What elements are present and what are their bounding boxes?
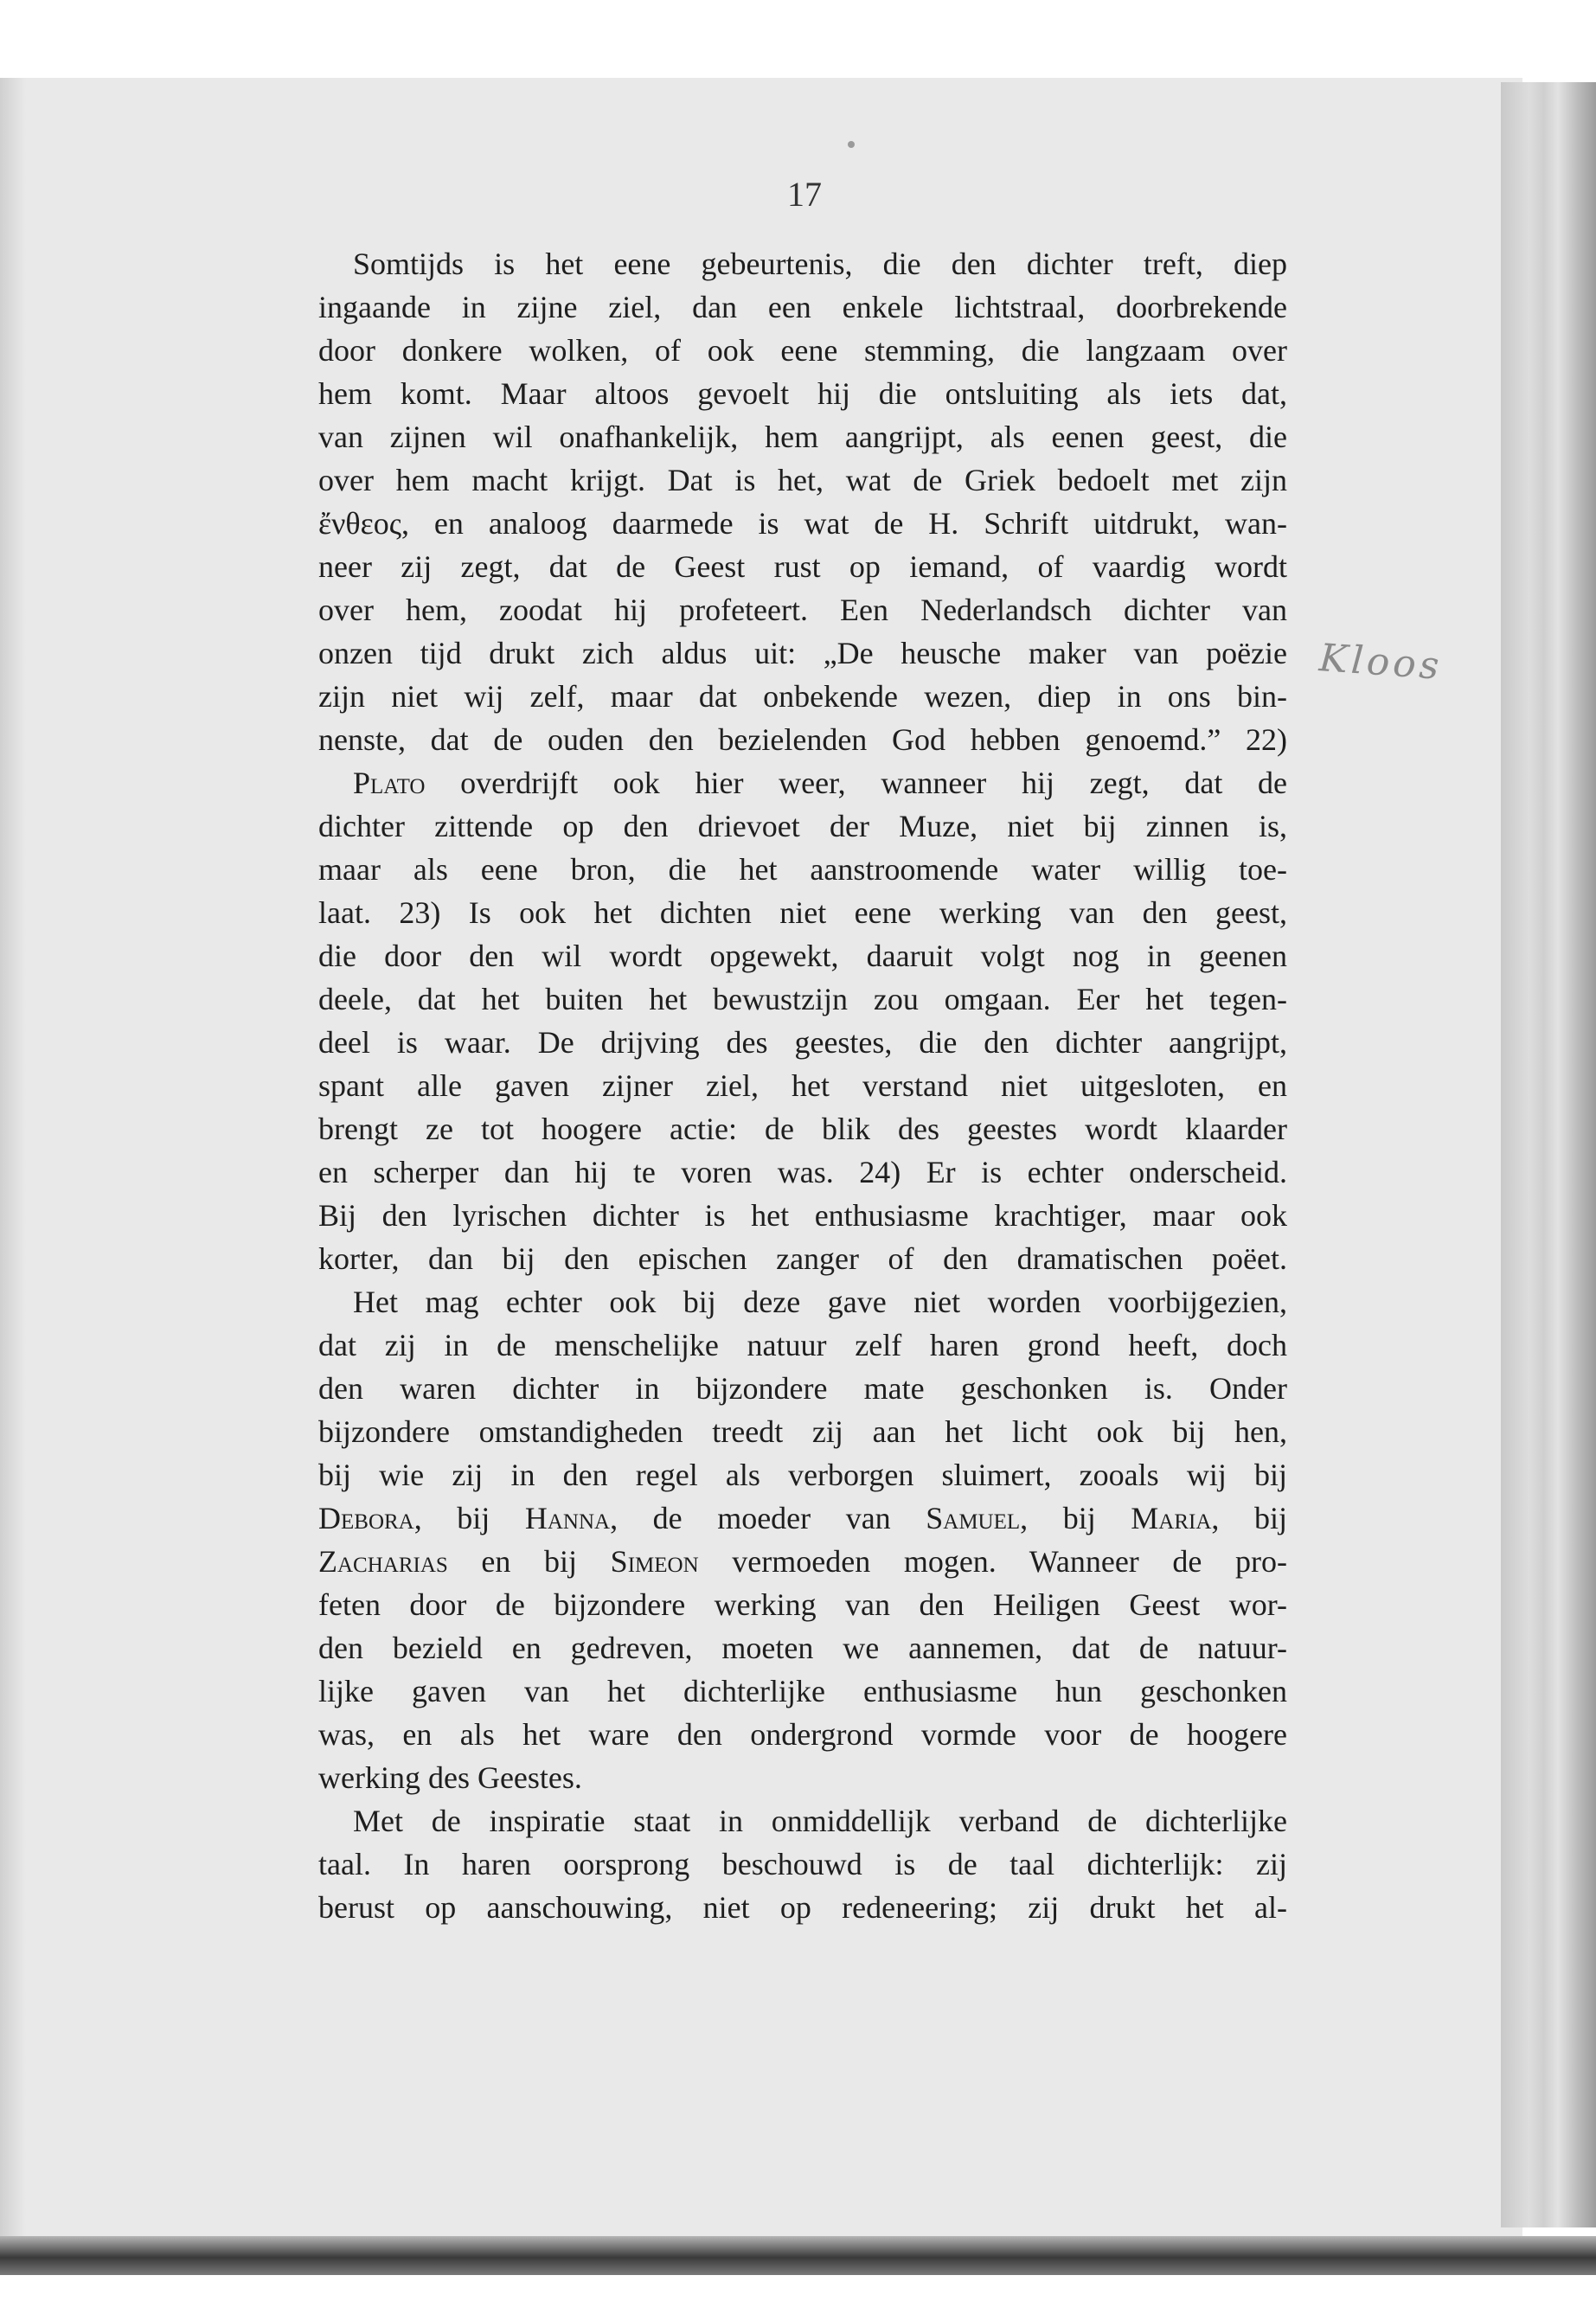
text-line: dat zij in de menschelijke natuur zelf haren grond heeft, doch xyxy=(318,1328,1287,1362)
small-caps-name: Hanna xyxy=(524,1501,611,1535)
small-caps-name: Zacharias xyxy=(318,1544,448,1579)
text-line: en scherper dan hij te voren was. 24) Er is echter onderscheid. xyxy=(318,1155,1287,1189)
left-binding-shadow xyxy=(0,78,26,2275)
text-line: door donkere wolken, of ook eene stemming, die langzaam over xyxy=(318,333,1287,368)
text-line: neer zij zegt, dat de Geest rust op iemand, of vaardig wordt xyxy=(318,549,1287,584)
page-number: 17 xyxy=(787,175,822,214)
ink-speck xyxy=(848,141,855,148)
text-line: Zacharias en bij Simeon vermoeden mogen. Wanneer de pro- xyxy=(318,1544,1288,1579)
text-line: ἔνθεος, en analoog daarmede is wat de H. Schrift uitdrukt, wan- xyxy=(318,506,1287,541)
text-line: Bij den lyrischen dichter is het enthusiasme krachtiger, maar ook xyxy=(318,1198,1287,1233)
small-caps-name: Samuel xyxy=(926,1501,1021,1535)
text-line: werking des Geestes. xyxy=(318,1760,582,1795)
text-line: die door den wil wordt opgewekt, daaruit volgt nog in geenen xyxy=(318,939,1287,973)
text-line: ingaande in zijne ziel, dan een enkele lichtstraal, doorbrekende xyxy=(318,290,1287,324)
text-line: berust op aanschouwing, niet op redeneering; zij drukt het al- xyxy=(318,1890,1287,1925)
text-line: dichter zittende op den drievoet der Muze, niet bij zinnen is, xyxy=(318,809,1287,843)
text-line: Somtijds is het eene gebeurtenis, die den dichter treft, diep xyxy=(353,247,1287,281)
small-caps-name: Debora xyxy=(318,1501,414,1535)
text-line: van zijnen wil onafhankelijk, hem aangrijpt, als eenen geest, die xyxy=(318,420,1287,454)
text-line: korter, dan bij den epischen zanger of den dramatischen poëet. xyxy=(318,1241,1287,1276)
text-line: Het mag echter ook bij deze gave niet worden voorbijgezien, xyxy=(353,1285,1287,1319)
small-caps-name: Plato xyxy=(353,766,426,800)
text-line: deele, dat het buiten het bewustzijn zou omgaan. Eer het tegen- xyxy=(318,982,1287,1016)
text-line: hem komt. Maar altoos gevoelt hij die ontsluiting als iets dat, xyxy=(318,376,1287,411)
page-stack-edge xyxy=(1501,82,1596,2227)
text-line: lijke gaven van het dichterlijke enthusiasme hun geschonken xyxy=(318,1674,1287,1708)
text-line: Debora, bij Hanna, de moeder van Samuel, bij Maria, bij xyxy=(318,1501,1287,1535)
text-line: nenste, dat de ouden den bezielenden God hebben genoemd.” 22) xyxy=(318,722,1287,757)
text-line: bijzondere omstandigheden treedt zij aan het licht ook bij hen, xyxy=(318,1414,1287,1449)
text-line: over hem macht krijgt. Dat is het, wat de Griek bedoelt met zijn xyxy=(318,463,1287,497)
text-line: onzen tijd drukt zich aldus uit: „De heusche maker van poëzie xyxy=(318,636,1287,670)
text-line: deel is waar. De drijving des geestes, die den dichter aangrijpt, xyxy=(318,1025,1287,1060)
text-line: taal. In haren oorsprong beschouwd is de taal dichterlijk: zij xyxy=(318,1847,1287,1881)
text-line: was, en als het ware den ondergrond vormde voor de hoogere xyxy=(318,1717,1287,1752)
text-line: bij wie zij in den regel als verborgen sluimert, zooals wij bij xyxy=(318,1458,1287,1492)
bottom-scan-shadow xyxy=(0,2236,1596,2275)
text-line: zijn niet wij zelf, maar dat onbekende wezen, diep in ons bin- xyxy=(318,679,1287,714)
small-caps-name: Simeon xyxy=(610,1544,699,1579)
text-line: den waren dichter in bijzondere mate geschonken is. Onder xyxy=(318,1371,1287,1406)
body-text xyxy=(318,242,1287,1929)
handwritten-margin-note: Kloos xyxy=(1317,636,1445,689)
text-line: spant alle gaven zijner ziel, het verstand niet uitgesloten, en xyxy=(318,1068,1287,1103)
text-line: laat. 23) Is ook het dichten niet eene werking van den geest, xyxy=(318,895,1287,930)
text-line: feten door de bijzondere werking van den Heiligen Geest wor- xyxy=(318,1587,1287,1622)
text-line: brengt ze tot hoogere actie: de blik des geestes wordt klaarder xyxy=(318,1112,1287,1146)
text-line: maar als eene bron, die het aanstroomende water willig toe- xyxy=(318,852,1287,887)
text-line: over hem, zoodat hij profeteert. Een Nederlandsch dichter van xyxy=(318,593,1287,627)
small-caps-name: Maria xyxy=(1131,1501,1212,1535)
text-line: Met de inspiratie staat in onmiddellijk verband de dichterlijke xyxy=(353,1804,1287,1838)
text-line: den bezield en gedreven, moeten we aannemen, dat de natuur- xyxy=(318,1631,1287,1665)
text-line: Plato overdrijft ook hier weer, wanneer hij zegt, dat de xyxy=(353,766,1287,800)
